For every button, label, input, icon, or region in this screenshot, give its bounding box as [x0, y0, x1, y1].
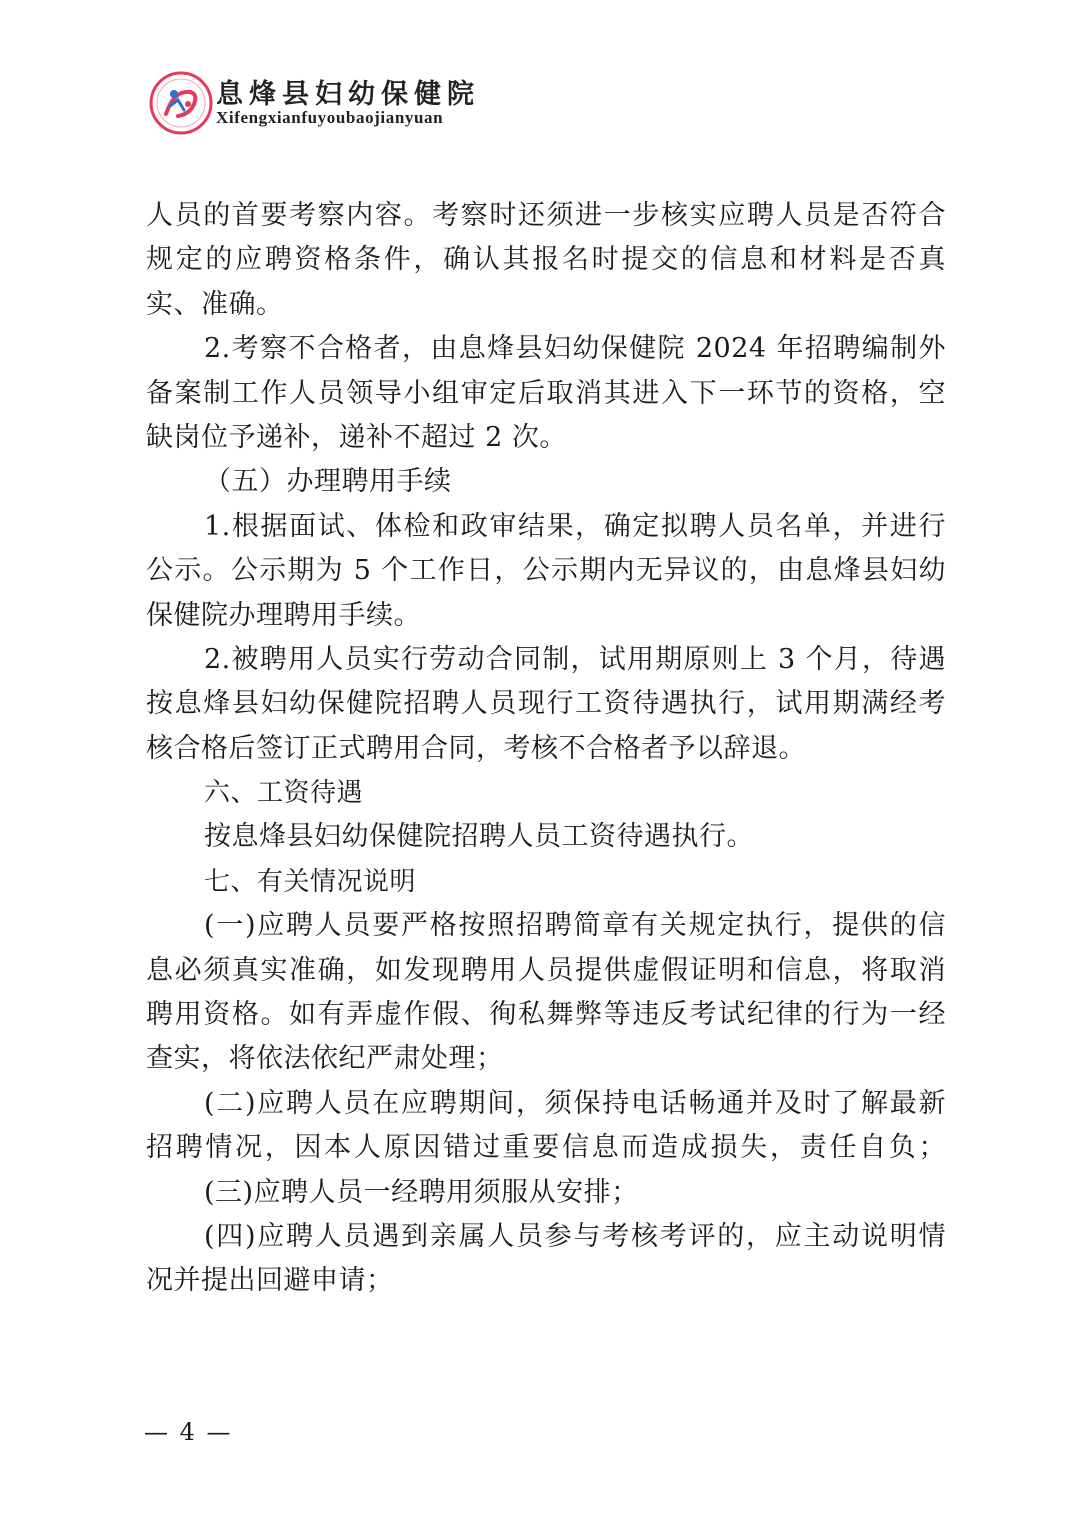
paragraph-line: 按息烽县妇幼保健院招聘人员现行工资待遇执行，试用期满经考 — [146, 688, 946, 720]
org-name-pinyin: Xifengxianfuyoubaojianyuan — [216, 108, 444, 127]
section-subheading: （五）办理聘用手续 — [204, 466, 452, 498]
document-body — [146, 194, 946, 1304]
paragraph-line: (三)应聘人员一经聘用须服从安排； — [204, 1176, 639, 1208]
section-heading: 七、有关情况说明 — [204, 866, 417, 897]
paragraph-line: 公示。公示期为 5 个工作日，公示期内无异议的，由息烽县妇幼 — [146, 555, 946, 587]
paragraph-line: 备案制工作人员领导小组审定后取消其进入下一环节的资格，空 — [146, 377, 946, 409]
hospital-logo-icon — [148, 70, 214, 136]
paragraph-line: (二)应聘人员在应聘期间，须保持电话畅通并及时了解最新 — [204, 1087, 946, 1119]
paragraph-line: 实、准确。 — [146, 288, 284, 320]
letterhead — [148, 62, 568, 142]
page-number: — 4 — — [144, 1418, 233, 1446]
paragraph-line: 缺岗位予递补，递补不超过 2 次。 — [146, 421, 567, 453]
paragraph-line: 核合格后签订正式聘用合同，考核不合格者予以辞退。 — [146, 732, 806, 764]
paragraph-line: 1.根据面试、体检和政审结果，确定拟聘人员名单，并进行 — [204, 510, 946, 542]
paragraph-line: 聘用资格。如有弄虚作假、徇私舞弊等违反考试纪律的行为一经 — [146, 999, 946, 1031]
paragraph-line: 保健院办理聘用手续。 — [146, 599, 421, 631]
paragraph-line: 规定的应聘资格条件，确认其报名时提交的信息和材料是否真 — [146, 244, 946, 276]
paragraph-line: 招聘情况，因本人原因错过重要信息而造成损失，责任自负； — [146, 1132, 946, 1164]
paragraph-line: (一)应聘人员要严格按照招聘简章有关规定执行，提供的信 — [204, 910, 946, 942]
paragraph-line: 2.考察不合格者，由息烽县妇幼保健院 2024 年招聘编制外 — [204, 333, 946, 365]
paragraph-line: 查实，将依法依纪严肃处理； — [146, 1043, 504, 1075]
paragraph-line: (四)应聘人员遇到亲属人员参与考核考评的，应主动说明情 — [204, 1220, 946, 1252]
paragraph-line: 息必须真实准确，如发现聘用人员提供虚假证明和信息，将取消 — [146, 954, 946, 986]
paragraph-line: 2.被聘用人员实行劳动合同制，试用期原则上 3 个月，待遇 — [204, 643, 946, 675]
section-heading: 六、工资待遇 — [204, 778, 364, 809]
org-name-chinese: 息烽县妇幼保健院 — [216, 79, 480, 110]
paragraph-line: 人员的首要考察内容。考察时还须进一步核实应聘人员是否符合 — [146, 200, 946, 231]
paragraph-line: 况并提出回避申请； — [146, 1265, 394, 1297]
paragraph-line: 按息烽县妇幼保健院招聘人员工资待遇执行。 — [204, 821, 754, 853]
